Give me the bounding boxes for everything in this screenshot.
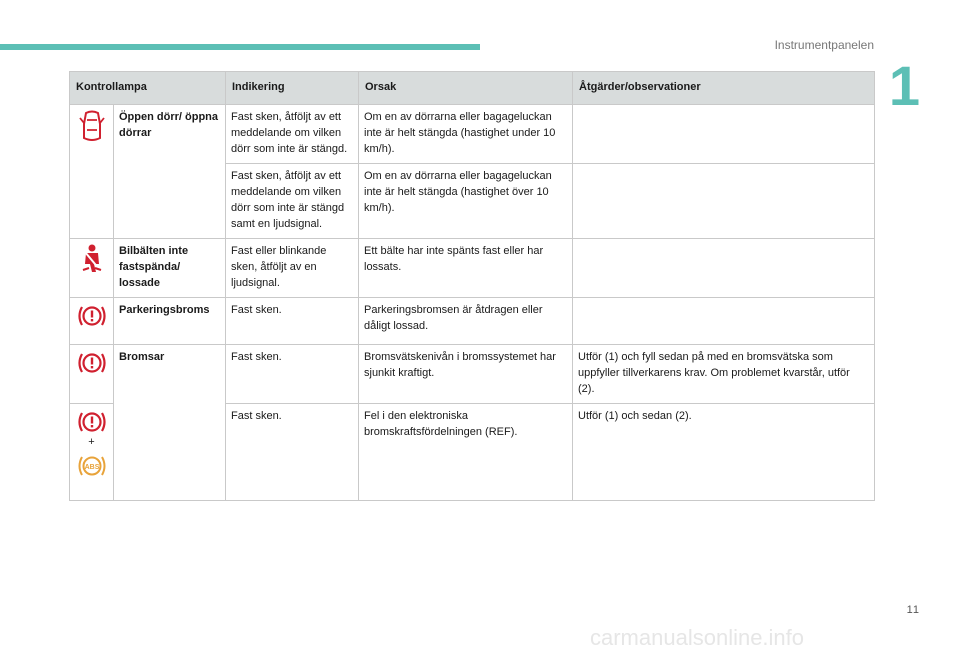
page-number: 11 xyxy=(906,604,920,616)
seatbelt-icon xyxy=(80,244,104,274)
lamp-name: Bromsar xyxy=(114,344,226,500)
action-cell xyxy=(573,238,875,297)
table-header-row xyxy=(70,72,875,105)
abs-label: ABS xyxy=(84,463,99,471)
indication-cell: Fast sken, åtföljt av ett meddelande om vilken dörr som inte är stängd. xyxy=(226,105,359,164)
table-row xyxy=(70,297,875,344)
cause-cell: Om en av dörrarna eller bagageluckan inte är helt stängda (hastighet under 10 km/h). xyxy=(359,105,573,164)
icon-cell xyxy=(70,403,114,500)
table-row xyxy=(70,238,875,297)
column-header: Åtgärder/observationer xyxy=(573,72,875,105)
brake-warning-icon xyxy=(77,350,107,376)
action-cell: Utför (1) och sedan (2). xyxy=(573,403,875,500)
cause-cell: Om en av dörrarna eller bagageluckan inte är helt stängda (hastighet över 10 km/h). xyxy=(359,164,573,239)
table-row xyxy=(70,105,875,164)
indication-cell: Fast eller blinkande sken, åtföljt av en ljudsignal. xyxy=(226,238,359,297)
cause-cell: Ett bälte har inte spänts fast eller har lossats. xyxy=(359,238,573,297)
icon-cell xyxy=(70,297,114,344)
watermark: carmanualsonline.info xyxy=(590,625,805,650)
chapter-number: 1 xyxy=(888,54,920,117)
column-header: Indikering xyxy=(226,72,359,105)
icon-cell xyxy=(70,238,114,297)
lamp-name: Bilbälten inte fastspända/ lossade xyxy=(114,238,226,297)
header-accent-bar xyxy=(0,44,480,50)
door-open-icon xyxy=(79,110,105,144)
indication-cell: Fast sken, åtföljt av ett meddelande om vilken dörr som inte är stängd samt en ljudsignal. xyxy=(226,164,359,239)
cause-cell: Bromsvätskenivån i bromssystemet har sjunkit kraftigt. xyxy=(359,344,573,403)
warning-lamp-table xyxy=(69,71,875,501)
icon-cell xyxy=(70,344,114,403)
table-row xyxy=(70,344,875,403)
cause-cell: Fel i den elektroniska bromskraftsfördelningen (REF). xyxy=(359,403,573,500)
indication-cell: Fast sken. xyxy=(226,344,359,403)
lamp-name: Parkeringsbroms xyxy=(114,297,226,344)
column-header: Orsak xyxy=(359,72,573,105)
icon-plus-separator: + xyxy=(88,435,95,448)
lamp-name: Öppen dörr/ öppna dörrar xyxy=(114,105,226,239)
icon-cell xyxy=(70,105,114,239)
brake-warning-icon xyxy=(77,303,107,329)
section-title: Instrumentpanelen xyxy=(774,38,874,52)
indication-cell: Fast sken. xyxy=(226,403,359,500)
action-cell: Utför (1) och fyll sedan på med en bromsvätska som uppfyller tillverkarens krav. Om problemet kvarstår, utför (2). xyxy=(573,344,875,403)
cause-cell: Parkeringsbromsen är åtdragen eller dåligt lossad. xyxy=(359,297,573,344)
indication-cell: Fast sken. xyxy=(226,297,359,344)
action-cell xyxy=(573,164,875,239)
action-cell xyxy=(573,297,875,344)
action-cell xyxy=(573,105,875,164)
abs-warning-icon xyxy=(77,453,107,479)
column-header: Kontrollampa xyxy=(70,72,226,105)
brake-warning-icon xyxy=(77,409,107,435)
